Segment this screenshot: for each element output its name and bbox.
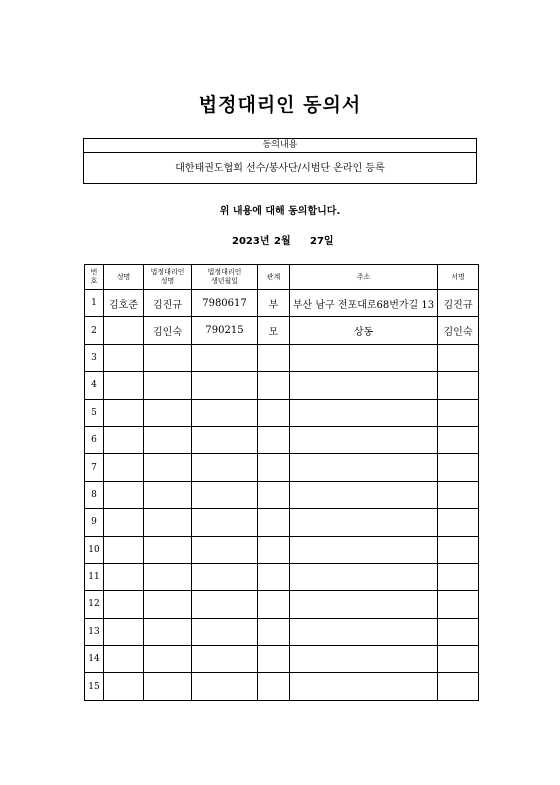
table-header-row [85,265,479,290]
cell-signature [438,618,479,645]
date-year: 2023년 [232,236,270,247]
cell-guardian-birth [192,646,258,673]
cell-name [104,509,144,536]
cell-signature [438,563,479,590]
cell-no: 15 [85,673,104,700]
cell-guardian-name [144,426,192,453]
cell-guardian-name [144,673,192,700]
cell-guardian-birth [192,454,258,481]
cell-address [290,399,438,426]
cell-guardian-birth [192,618,258,645]
cell-address [290,454,438,481]
cell-relation [258,481,290,508]
cell-name [104,426,144,453]
table-row [85,591,479,618]
cell-guardian-name [144,536,192,563]
cell-guardian-name [144,509,192,536]
consent-box [83,138,477,184]
table-row [85,317,479,344]
header-guardian-name: 법정대리인 성명 [144,265,192,290]
cell-relation [258,426,290,453]
header-relation: 관계 [258,265,290,290]
cell-no: 8 [85,481,104,508]
cell-name [104,454,144,481]
table-row [85,426,479,453]
header-name: 성명 [104,265,144,290]
cell-guardian-name [144,563,192,590]
cell-no: 4 [85,372,104,399]
cell-name [104,673,144,700]
cell-no: 3 [85,344,104,371]
cell-no: 5 [85,399,104,426]
date-day: 27일 [310,236,334,247]
date-month: 2월 [274,236,291,247]
table-row [85,290,479,317]
cell-address [290,591,438,618]
table-row [85,454,479,481]
cell-guardian-birth [192,673,258,700]
cell-name [104,563,144,590]
consent-content: 대한태권도협회 선수/봉사단/시범단 온라인 등록 [175,163,385,174]
cell-guardian-birth [192,563,258,590]
table-row [85,372,479,399]
cell-name [104,317,144,344]
cell-signature [438,673,479,700]
cell-name [104,399,144,426]
cell-relation: 부 [258,290,290,317]
cell-signature [438,536,479,563]
cell-address: 상동 [290,317,438,344]
cell-address [290,509,438,536]
table-row [85,399,479,426]
cell-signature [438,646,479,673]
header-address: 주소 [290,265,438,290]
cell-address [290,426,438,453]
cell-name [104,344,144,371]
cell-relation [258,646,290,673]
cell-no: 7 [85,454,104,481]
table-row [85,509,479,536]
cell-guardian-birth [192,344,258,371]
header-no: 번 호 [85,265,104,290]
cell-no: 12 [85,591,104,618]
cell-signature [438,591,479,618]
cell-signature [438,399,479,426]
cell-no: 9 [85,509,104,536]
cell-no: 14 [85,646,104,673]
cell-no: 10 [85,536,104,563]
cell-name [104,646,144,673]
header-signature: 서명 [438,265,479,290]
cell-signature [438,509,479,536]
cell-guardian-name [144,454,192,481]
cell-relation [258,591,290,618]
cell-relation [258,673,290,700]
table-row [85,536,479,563]
cell-relation [258,618,290,645]
table-row [85,481,479,508]
cell-guardian-name [144,344,192,371]
cell-guardian-birth [192,372,258,399]
cell-guardian-name [144,646,192,673]
cell-guardian-birth [192,536,258,563]
consent-statement: 위 내용에 대해 동의합니다. [219,206,341,217]
cell-signature [438,344,479,371]
cell-address [290,673,438,700]
cell-relation: 모 [258,317,290,344]
cell-relation [258,509,290,536]
table-row [85,646,479,673]
cell-relation [258,344,290,371]
cell-no: 6 [85,426,104,453]
cell-guardian-birth [192,426,258,453]
cell-address [290,536,438,563]
cell-address [290,344,438,371]
cell-no: 13 [85,618,104,645]
cell-signature [438,454,479,481]
cell-signature [438,481,479,508]
cell-guardian-name [144,372,192,399]
cell-guardian-birth [192,509,258,536]
cell-guardian-birth [192,481,258,508]
cell-guardian-name [144,399,192,426]
cell-address: 부산 남구 전포대로68번가길 13 [290,290,438,317]
table-row [85,344,479,371]
cell-guardian-birth [192,399,258,426]
cell-address [290,372,438,399]
cell-guardian-birth [192,591,258,618]
cell-guardian-name [144,591,192,618]
cell-relation [258,454,290,481]
cell-address [290,481,438,508]
guardian-table [84,264,479,701]
table-row [85,673,479,700]
cell-relation [258,372,290,399]
cell-guardian-birth: 7980617 [192,290,258,317]
cell-address [290,563,438,590]
header-guardian-birth: 법정대리인 생년월일 [192,265,258,290]
cell-no: 1 [85,290,104,317]
cell-name [104,372,144,399]
cell-name [104,481,144,508]
cell-guardian-name: 김진규 [144,290,192,317]
cell-name [104,591,144,618]
cell-guardian-birth: 790215 [192,317,258,344]
cell-relation [258,399,290,426]
cell-signature [438,426,479,453]
cell-signature: 김인숙 [438,317,479,344]
cell-name [104,618,144,645]
cell-no: 11 [85,563,104,590]
cell-relation [258,563,290,590]
cell-guardian-name [144,481,192,508]
cell-address [290,618,438,645]
cell-no: 2 [85,317,104,344]
cell-signature [438,372,479,399]
cell-relation [258,536,290,563]
cell-name: 김호준 [104,290,144,317]
table-row [85,618,479,645]
consent-header: 동의내용 [84,139,476,153]
cell-address [290,646,438,673]
cell-guardian-name: 김인숙 [144,317,192,344]
cell-name [104,536,144,563]
cell-signature: 김진규 [438,290,479,317]
document-title: 법정대리인 동의서 [198,94,362,116]
table-row [85,563,479,590]
cell-guardian-name [144,618,192,645]
table-body [85,290,479,701]
